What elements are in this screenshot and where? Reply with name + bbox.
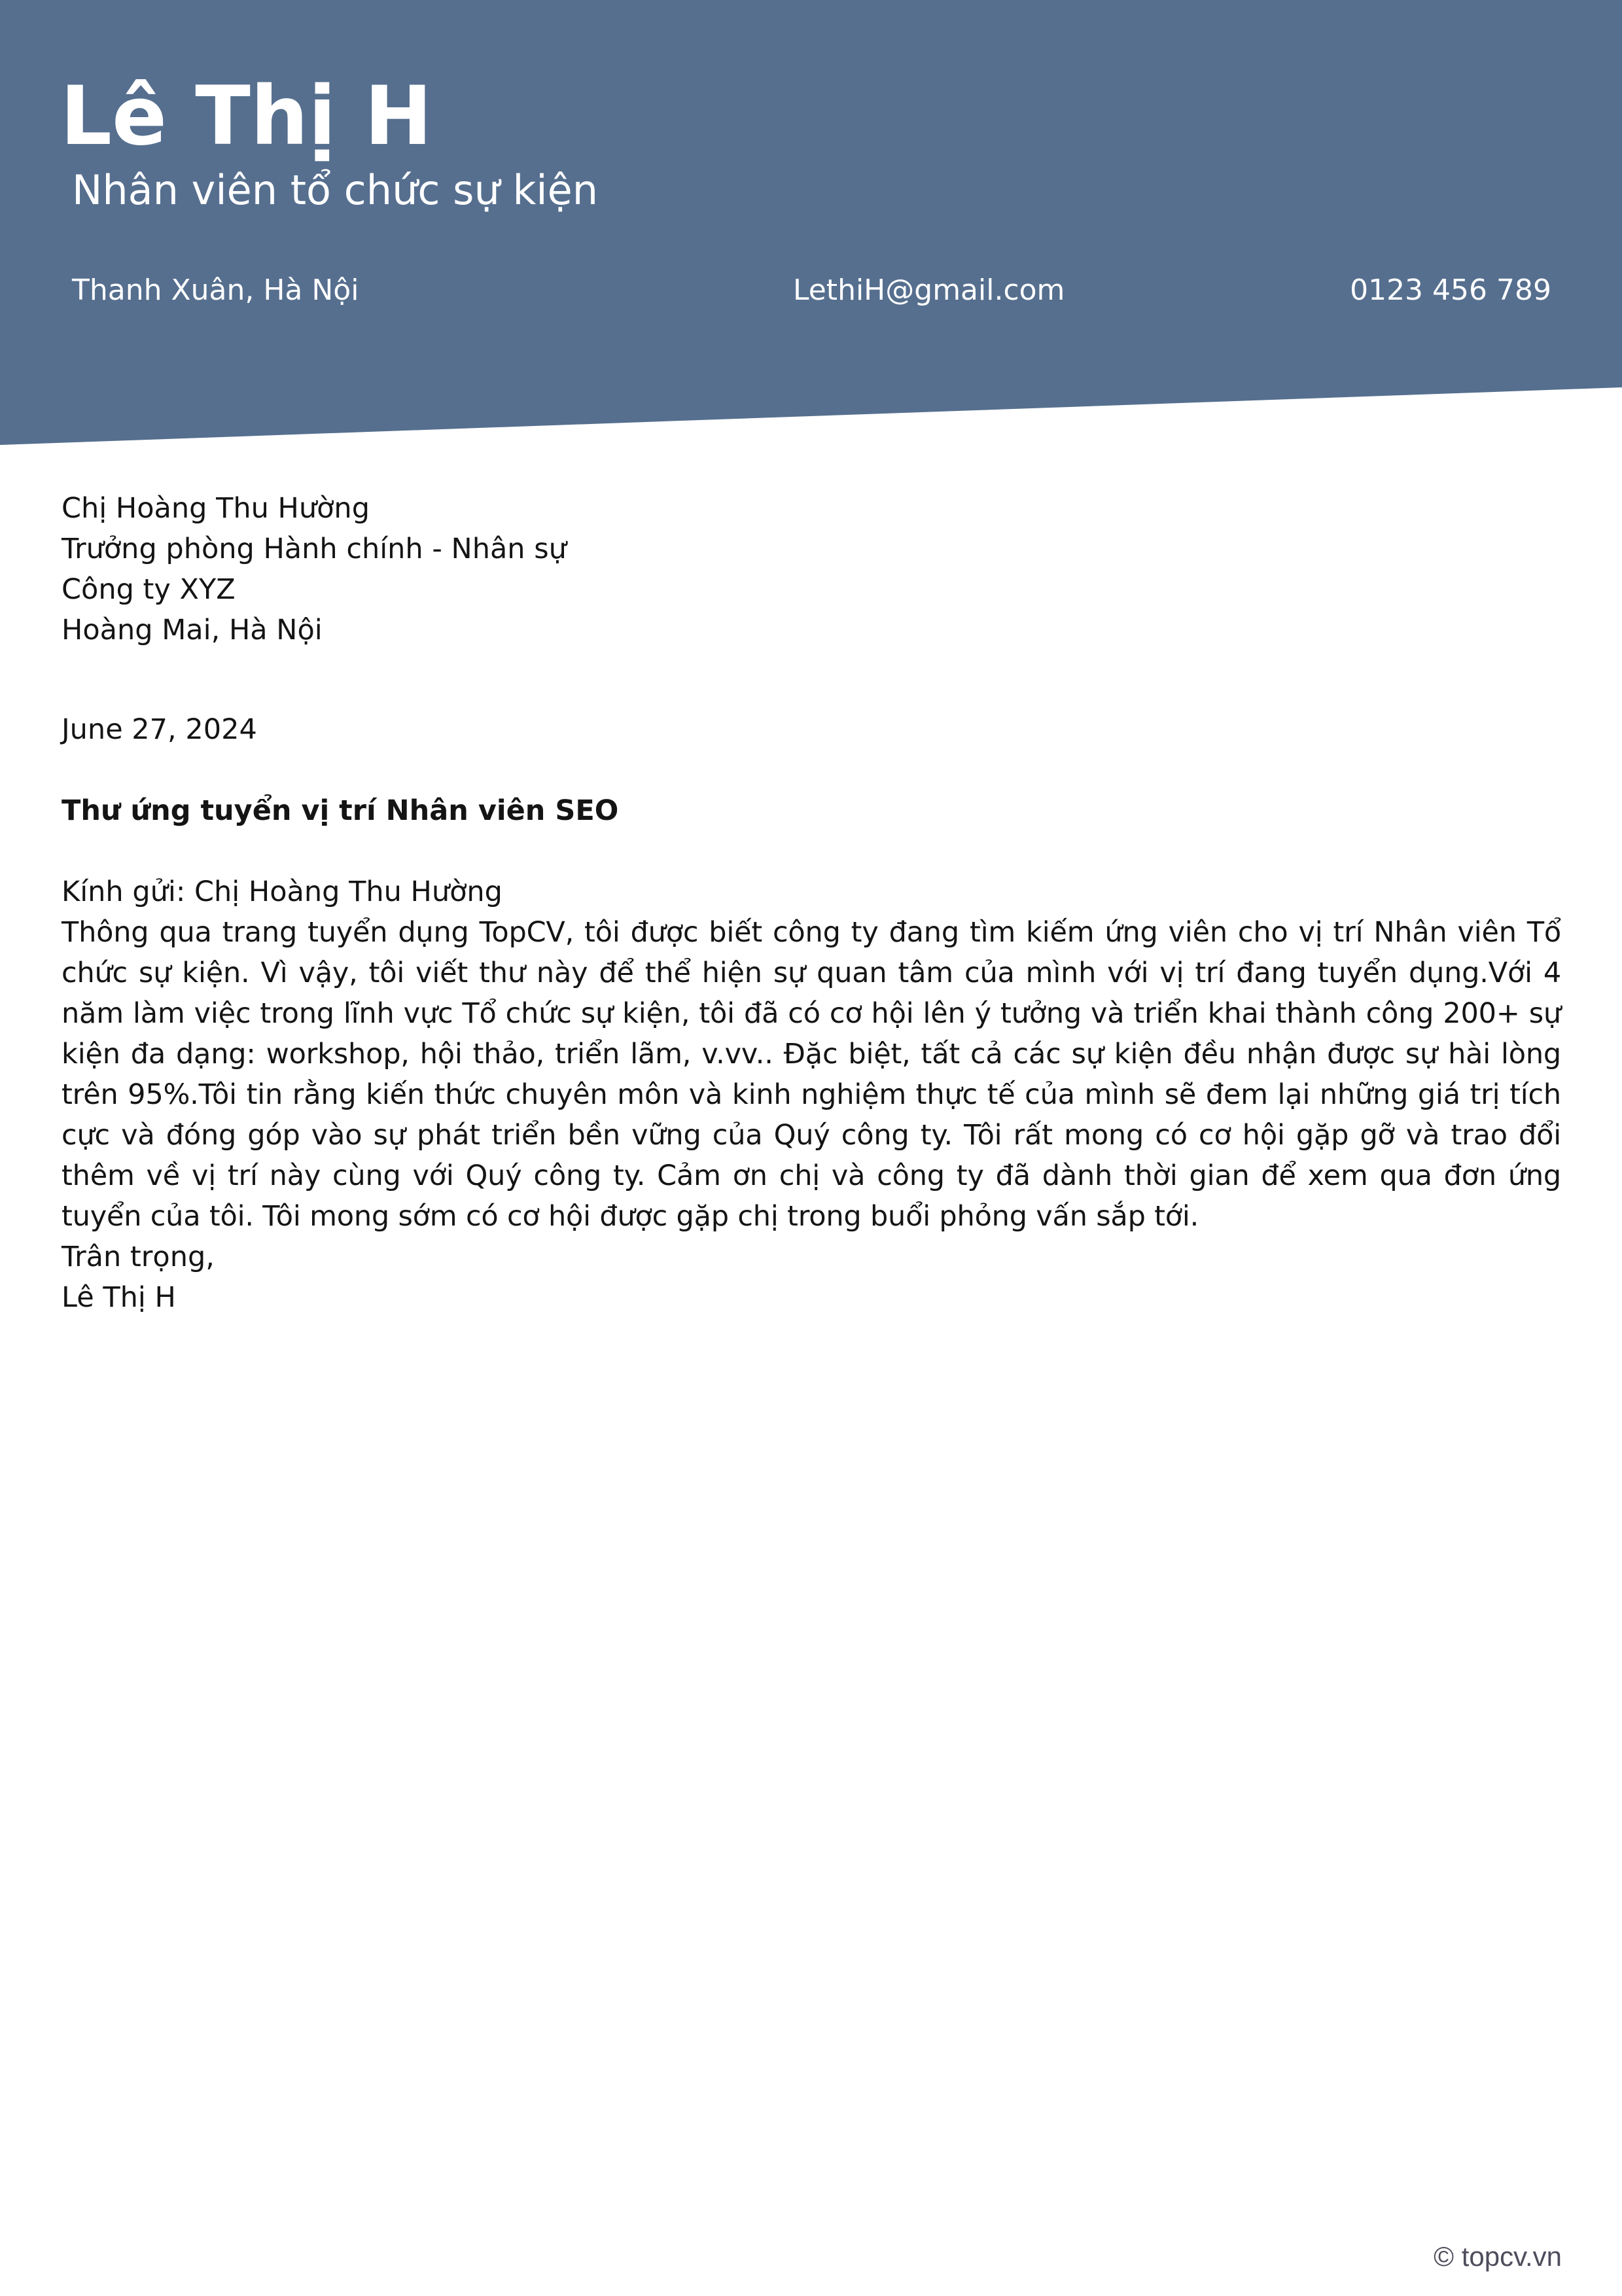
letter-body: Thông qua trang tuyển dụng TopCV, tôi được biết công ty đang tìm kiếm ứng viên cho vị trí Nhân viên Tổ chức sự kiện. Vì vậy, tôi viết thư này để thể hiện sự quan tâm của mình với vị trí đang tuyển dụng.Với 4 năm làm việc trong lĩnh vực Tổ chức sự kiện, tôi đã có cơ hội lên ý tưởng và triển khai thành công 200+ sự kiện đa dạng: workshop, hội thảo, triển lãm, v.vv.. Đặc biệt, tất cả các sự kiện đều nhận được sự hài lòng trên 95%.Tôi tin rằng kiến thức chuyên môn và kinh nghiệm thực tế của mình sẽ đem lại những giá trị tích cực và đóng góp vào sự phát triển bền vững của Quý công ty. Tôi rất mong có cơ hội gặp gỡ và trao đổi thêm về vị trí này cùng với Quý công ty. Cảm ơn chị và công ty đã dành thời gian để xem qua đơn ứng tuyển của tôi. Tôi mong sớm có cơ hội được gặp chị trong buổi phỏng vấn sắp tới.: [62, 916, 1561, 1233]
applicant-name: Lê Thị H: [60, 69, 432, 164]
letter-signature: Lê Thị H: [62, 1281, 176, 1314]
recipient-block: [62, 488, 1561, 650]
recipient-position: Trưởng phòng Hành chính - Nhân sự: [62, 533, 567, 565]
contact-location: Thanh Xuân, Hà Nội: [72, 274, 359, 307]
letter-content: [62, 488, 1561, 1318]
letter-greeting: Kính gửi: Chị Hoàng Thu Hường: [62, 875, 502, 908]
contact-phone[interactable]: 0123 456 789: [1350, 274, 1551, 307]
recipient-address: Hoàng Mai, Hà Nội: [62, 614, 323, 646]
letter-subject: Thư ứng tuyển vị trí Nhân viên SEO: [62, 794, 619, 827]
letter-date: June 27, 2024: [62, 713, 257, 746]
job-title: Nhân viên tổ chức sự kiện: [72, 166, 599, 214]
footer-brand: © topcv.vn: [1434, 2241, 1562, 2272]
recipient-name: Chị Hoàng Thu Hường: [62, 492, 370, 525]
letter-closing: Trân trọng,: [62, 1241, 215, 1273]
recipient-company: Công ty XYZ: [62, 573, 236, 606]
contact-email[interactable]: LethiH@gmail.com: [793, 274, 1065, 307]
